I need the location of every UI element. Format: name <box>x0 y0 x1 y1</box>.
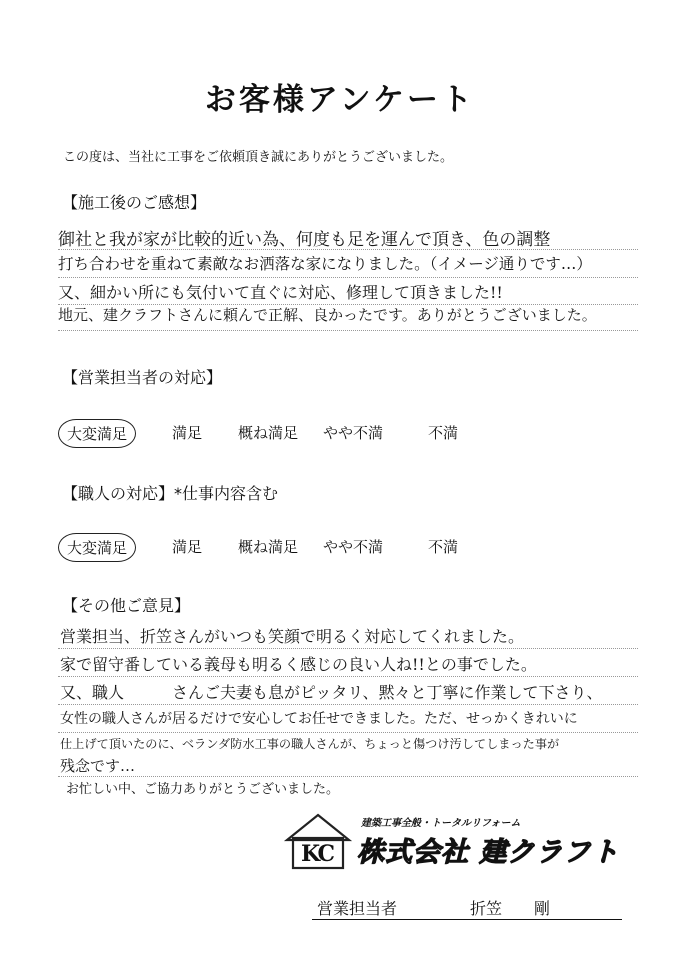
ruled-line <box>58 731 638 733</box>
sales-option-somewhat-dissatisfied[interactable]: やや不満 <box>323 424 384 442</box>
intro-text: この度は、当社に工事をご依頼頂き誠にありがとうございました。 <box>63 150 454 165</box>
sales-heading: 【営業担当者の対応】 <box>62 368 223 387</box>
sales-option-mostly-satisfied[interactable]: 概ね満足 <box>238 424 299 442</box>
ruled-line <box>58 647 638 649</box>
craft-option-dissatisfied[interactable]: 不満 <box>428 538 459 556</box>
craft-option-mostly-satisfied[interactable]: 概ね満足 <box>238 538 299 556</box>
company-tagline: 建築工事全般・トータルリフォーム <box>361 818 521 829</box>
other-line-4: 女性の職人さんが居るだけで安心してお任せできました。ただ、せっかくきれいに <box>60 711 578 727</box>
craft-option-somewhat-dissatisfied[interactable]: やや不満 <box>323 538 384 556</box>
ruled-line <box>58 329 638 331</box>
craft-option-satisfied[interactable]: 満足 <box>172 538 203 556</box>
company-logo <box>283 812 643 872</box>
other-line-2: 家で留守番している義母も明るく感じの良い人ね!!との事でした。 <box>60 655 537 674</box>
ruled-line <box>58 703 638 705</box>
ruled-line <box>58 675 638 677</box>
signature-name: 折笠 剛 <box>470 899 551 918</box>
other-line-3: 又、職人 さんご夫妻も息がピッタリ、黙々と丁寧に作業して下さり、 <box>60 683 603 702</box>
other-line-1: 営業担当、折笠さんがいつも笑顔で明るく対応してくれました。 <box>60 627 525 646</box>
sales-option-satisfied[interactable]: 満足 <box>172 424 203 442</box>
company-name: 株式会社 建クラフト <box>357 837 620 868</box>
thanks-text: お忙しい中、ご協力ありがとうございました。 <box>66 782 340 797</box>
impressions-line-3: 又、細かい所にも気付いて直ぐに対応、修理して頂きました!! <box>58 283 503 302</box>
ruled-line <box>58 775 638 777</box>
other-line-6: 残念です… <box>60 757 136 775</box>
ruled-line <box>58 276 638 278</box>
signature-line <box>312 919 622 920</box>
craft-heading-label: 【職人の対応】 <box>62 484 175 503</box>
impressions-line-2: 打ち合わせを重ねて素敵なお洒落な家になりました。（イメージ通りです…） <box>58 255 592 273</box>
sales-option-dissatisfied[interactable]: 不満 <box>428 424 459 442</box>
sales-option-very-satisfied[interactable]: 大変満足 <box>58 419 136 448</box>
impressions-line-1: 御社と我が家が比較的近い為、何度も足を運んで頂き、色の調整 <box>58 230 551 250</box>
ruled-line <box>58 248 638 250</box>
other-line-5: 仕上げて頂いたのに、ベランダ防水工事の職人さんが、ちょっと傷つけ汚してしまった事が <box>60 737 560 751</box>
impressions-line-4: 地元、建クラフトさんに頼んで正解、良かったです。ありがとうございました。 <box>58 306 597 324</box>
impressions-heading: 【施工後のご感想】 <box>62 193 207 212</box>
craft-option-very-satisfied[interactable]: 大変満足 <box>58 533 136 562</box>
page-title: お客様アンケート <box>204 82 476 118</box>
signature-label: 営業担当者 <box>317 899 398 918</box>
other-heading: 【その他ご意見】 <box>62 596 191 615</box>
kc-logo-mark: KC <box>301 841 334 867</box>
craft-heading-note: *仕事内容含む <box>174 484 279 503</box>
craft-heading <box>62 481 278 504</box>
